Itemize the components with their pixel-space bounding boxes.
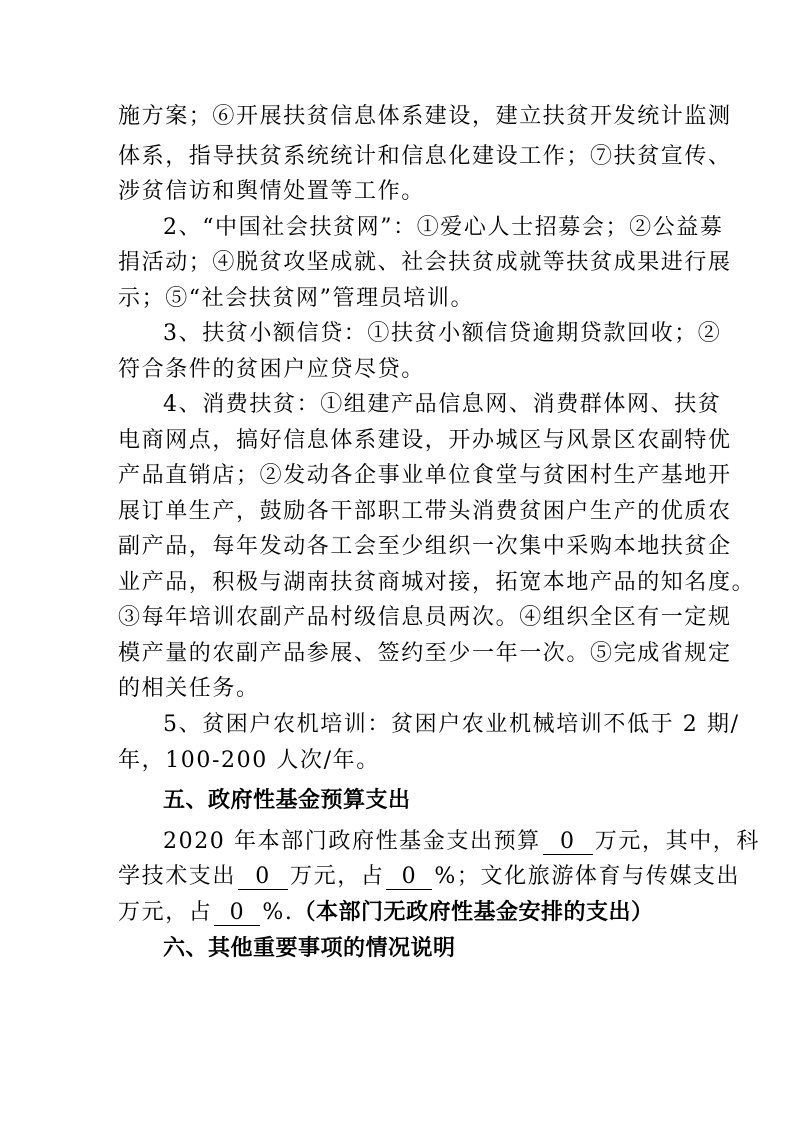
budget-text: %；文化旅游体育与传媒支出 (434, 864, 741, 889)
paragraph-line: 5、贫困户农机培训：贫困户农业机械培训不低于 2 期/ (163, 712, 740, 737)
paragraph-line: 体系，指导扶贫系统统计和信息化建设工作；⑦扶贫宣传、 (118, 144, 732, 169)
budget-text: 万元，占 (290, 864, 385, 889)
science-percent: 0 (386, 865, 432, 890)
budget-text: 2020 年本部门政府性基金支出预算 (163, 829, 541, 854)
section-heading-6: 六、其他重要事项的情况说明 (163, 936, 456, 961)
paragraph-line: 2、“中国社会扶贫网”：①爱心人士招募会；②公益募 (163, 215, 724, 240)
culture-percent: 0 (214, 901, 260, 926)
budget-text: %. (262, 900, 294, 925)
paragraph-line: 副产品，每年发动各工会至少组织一次集中采购本地扶贫企 (118, 534, 732, 559)
paragraph-line: 业产品，积极与湖南扶贫商城对接，拓宽本地产品的知名度。 (118, 570, 756, 595)
paragraph-line: 电商网点，搞好信息体系建设，开办城区与风景区农副特优 (118, 428, 732, 453)
paragraph-line: 示；⑤“社会扶贫网”管理员培训。 (118, 286, 475, 311)
budget-text: 万元，其中，科 (594, 829, 760, 854)
budget-value: 0 (543, 830, 593, 855)
budget-line-2 (118, 862, 741, 892)
budget-line-1 (163, 827, 760, 857)
budget-text: 万元，占 (118, 900, 213, 925)
paragraph-line: 施方案；⑥开展扶贫信息体系建设，建立扶贫开发统计监测 (118, 104, 732, 129)
no-fund-note: （本部门无政府性基金安排的支出） (293, 900, 654, 925)
paragraph-line: 4、消费扶贫：①组建产品信息网、消费群体网、扶贫 (163, 392, 722, 417)
section-heading-5: 五、政府性基金预算支出 (163, 788, 411, 813)
science-value: 0 (238, 865, 288, 890)
paragraph-line: 涉贫信访和舆情处置等工作。 (118, 179, 425, 204)
paragraph-line: ③每年培训农副产品村级信息员两次。④组织全区有一定规 (118, 605, 732, 630)
budget-text: 学技术支出 (118, 864, 237, 889)
paragraph-line: 的相关任务。 (118, 676, 260, 701)
paragraph-line: 符合条件的贫困户应贷尽贷。 (118, 357, 425, 382)
paragraph-line: 模产量的农副产品参展、签约至少一年一次。⑤完成省规定 (118, 641, 732, 666)
paragraph-line: 3、扶贫小额信贷：①扶贫小额信贷逾期贷款回收；② (163, 321, 722, 346)
paragraph-line: 产品直销店；②发动各企事业单位食堂与贫困村生产基地开 (118, 463, 732, 488)
paragraph-line: 年，100-200 人次/年。 (118, 748, 380, 773)
budget-line-3 (118, 898, 676, 928)
paragraph-line: 捐活动；④脱贫攻坚成就、社会扶贫成就等扶贫成果进行展 (118, 250, 732, 275)
paragraph-line: 展订单生产，鼓励各干部职工带头消费贫困户生产的优质农 (118, 499, 732, 524)
